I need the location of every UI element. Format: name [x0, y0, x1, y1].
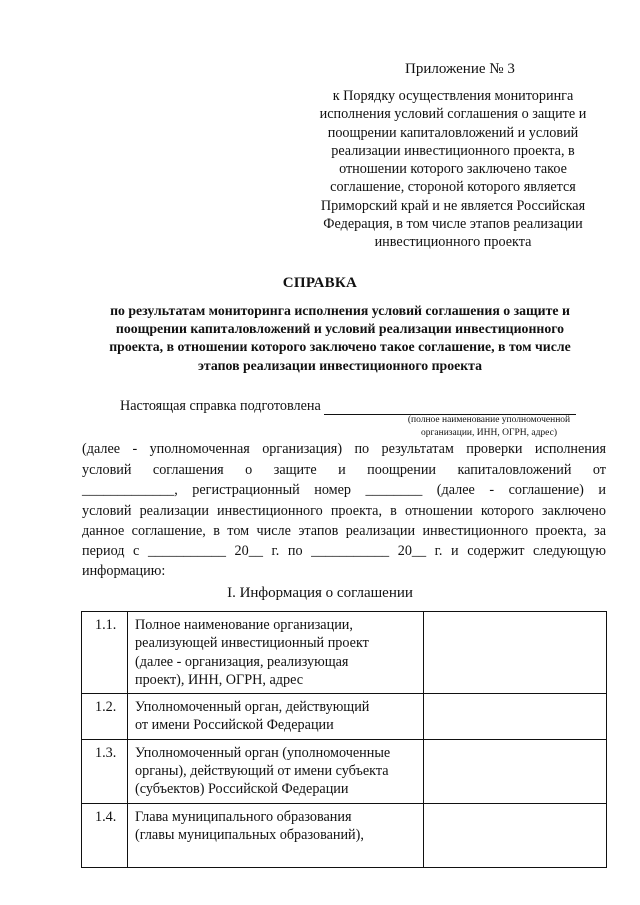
- row-description: [128, 803, 424, 867]
- appendix-line: Приморский край и не является Российская: [320, 197, 586, 214]
- description-line: Уполномоченный орган, действующий: [135, 699, 370, 716]
- description-line: реализующей инвестиционный проект: [135, 635, 369, 652]
- body-line: условий реализации инвестиционного проекта, в отношении которого заключено: [82, 503, 606, 519]
- table-row: [82, 694, 607, 740]
- row-description: [128, 739, 424, 803]
- description-line: проект), ИНН, ОГРН, адрес: [135, 671, 304, 688]
- appendix-line: поощрении капиталовложений и условий: [327, 124, 579, 141]
- description-line: Уполномоченный орган (уполномоченные: [135, 744, 391, 761]
- document-title: СПРАВКА: [282, 275, 358, 291]
- hint-line: (полное наименование уполномоченной: [407, 415, 571, 425]
- appendix-title: Приложение № 3: [405, 61, 515, 77]
- subtitle-line: этапов реализации инвестиционного проекта: [197, 357, 483, 373]
- agreement-info-table: [81, 611, 607, 868]
- description-line: (субъектов) Российской Федерации: [135, 781, 349, 798]
- table-row: [82, 739, 607, 803]
- table-row: [82, 612, 607, 694]
- description-line: органы), действующий от имени субъекта: [135, 763, 389, 780]
- body-line: период с ___________ 20__ г. по ___________ 20__ г. и содержит следующую: [82, 543, 606, 559]
- appendix-line: к Порядку осуществления мониторинга: [332, 88, 574, 104]
- appendix-line: реализации инвестиционного проекта, в: [331, 142, 575, 159]
- body-line: (далее - уполномоченная организация) по результатам проверки исполнения: [82, 441, 606, 457]
- subtitle-line: по результатам мониторинга исполнения условий соглашения о защите и: [110, 303, 570, 318]
- appendix-line: исполнения условий соглашения о защите и: [319, 106, 587, 123]
- subtitle-line: проекта, в отношении которого заключено такое соглашение, в том числе: [109, 339, 571, 355]
- row-number: 1.1.: [82, 612, 128, 694]
- row-value: [424, 803, 607, 867]
- prepared-label: Настоящая справка подготовлена: [120, 398, 321, 414]
- body-line: информацию:: [82, 563, 166, 579]
- body-line: _____________, регистрационный номер ________ (далее - соглашение) и: [82, 482, 606, 498]
- row-description: [128, 694, 424, 740]
- body-line: условий соглашения о защите и поощрении капиталовложений от: [82, 462, 606, 478]
- appendix-line: инвестиционного проекта: [374, 234, 532, 251]
- row-value: [424, 739, 607, 803]
- description-line: (главы муниципальных образований),: [135, 826, 364, 843]
- table-row: [82, 803, 607, 867]
- appendix-line: отношении которого заключено такое: [339, 161, 567, 178]
- description-line: Полное наименование организации,: [135, 617, 353, 633]
- description-line: от имени Российской Федерации: [135, 717, 334, 734]
- row-description: [128, 612, 424, 694]
- body-line: данное соглашение, в том числе этапов реализации инвестиционного проекта, за: [82, 523, 606, 539]
- appendix-line: Федерация, в том числе этапов реализации: [323, 216, 583, 233]
- description-line: (далее - организация, реализующая: [135, 653, 349, 670]
- description-line: Глава муниципального образования: [135, 808, 352, 825]
- row-value: [424, 612, 607, 694]
- hint-line: организации, ИНН, ОГРН, адрес): [421, 427, 557, 438]
- row-number: 1.4.: [82, 803, 128, 867]
- description-line: [135, 844, 417, 862]
- row-number: 1.2.: [82, 694, 128, 740]
- subtitle-line: поощрении капиталовложений и условий реализации инвестиционного: [115, 321, 565, 337]
- appendix-line: соглашение, стороной которого является: [330, 179, 576, 196]
- row-value: [424, 694, 607, 740]
- row-number: 1.3.: [82, 739, 128, 803]
- section-title: I. Информация о соглашении: [227, 585, 413, 601]
